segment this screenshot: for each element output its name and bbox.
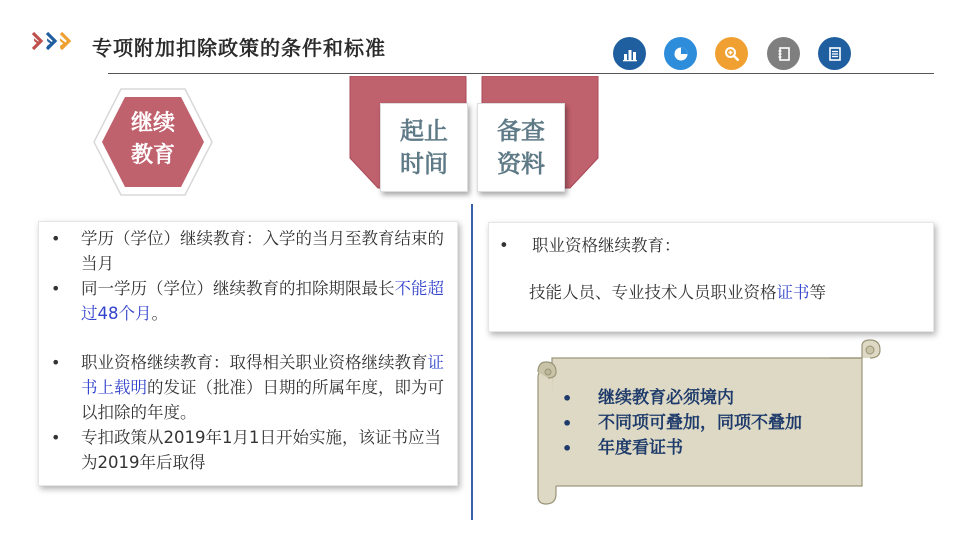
item-text: 职业资格继续教育：取得相关职业资格继续教育 [81, 353, 428, 372]
category-line1: 继续 [130, 111, 175, 136]
bullet-icon: • [499, 236, 509, 255]
item-text: 专扣政策从2019年1月1日开始实施，该证书应当为2019年后取得 [81, 428, 441, 472]
left-info-card [38, 221, 458, 486]
item-highlight: 证书上载明 [81, 353, 444, 397]
right-detail [529, 280, 826, 305]
item-text: 的发证（批准）日期的所属年度，即为可以扣除的年度。 [81, 378, 444, 422]
list-item [39, 350, 449, 425]
chevrons-graphic [30, 30, 78, 52]
detail-text: 技能人员、专业技术人员职业资格 [529, 283, 777, 302]
tab-label-line1: 备查 [497, 116, 545, 145]
scroll-content [558, 386, 858, 461]
item-highlight: 不能超过48个月 [81, 279, 444, 323]
right-info-card [488, 222, 934, 332]
item-text: 学历（学位）继续教育：入学的当月至教育结束的当月 [81, 229, 444, 273]
tab-label-line1: 起止 [400, 116, 448, 145]
notebook-icon[interactable] [767, 37, 800, 70]
detail-highlight: 证书 [776, 283, 810, 302]
detail-text: 等 [809, 283, 826, 302]
category-line2: 教育 [130, 143, 175, 168]
column-divider [471, 204, 473, 520]
header-divider [108, 73, 934, 74]
item-text: 同一学历（学位）继续教育的扣除期限最长 [81, 279, 395, 298]
right-bullet-text: 职业资格继续教育： [531, 236, 681, 255]
right-bullet-item [499, 233, 680, 258]
list-item [39, 276, 449, 326]
tab-label-line2: 时间 [400, 149, 448, 178]
page-title: 专项附加扣除政策的条件和标准 [92, 36, 386, 60]
bar-chart-icon[interactable] [613, 37, 646, 70]
document-list-icon[interactable] [818, 37, 851, 70]
zoom-icon[interactable] [715, 37, 748, 70]
list-item [39, 226, 449, 276]
pie-chart-icon[interactable] [664, 37, 697, 70]
category-label [96, 108, 210, 172]
item-text: 。 [151, 304, 168, 323]
tab-reference-materials[interactable] [477, 103, 565, 192]
tab-start-end-time[interactable] [380, 103, 468, 192]
chevron-icon: › [58, 31, 68, 56]
scroll-item: • 继续教育必须境内 [558, 386, 858, 411]
chevron-icon: › [45, 31, 55, 56]
scroll-item: • 不同项可叠加，同项不叠加 [558, 411, 858, 436]
list-item [39, 425, 449, 475]
scroll-item: • 年度看证书 [558, 436, 858, 461]
chevron-icon: › [32, 31, 42, 56]
tab-label-line2: 资料 [497, 149, 545, 178]
